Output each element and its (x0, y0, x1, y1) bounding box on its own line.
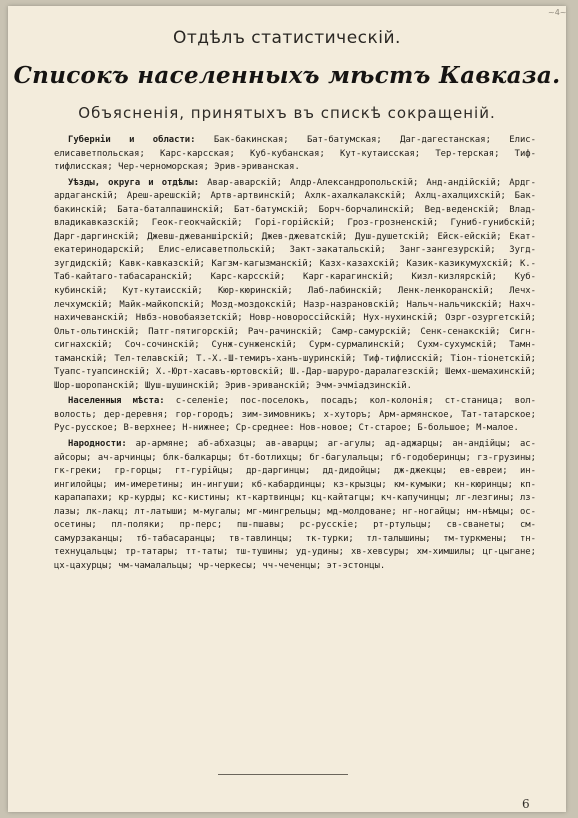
corner-mark: ~4~ (548, 8, 567, 17)
page-number: 6 (522, 797, 530, 811)
document-page (8, 6, 566, 812)
department-heading: Отдѣлъ статистическій. (173, 28, 401, 48)
section-lead: Населенныя мѣста: (68, 396, 165, 407)
section-text: ар-армяне; аб-абхазцы; ав-аварцы; аг-агулы; ад-аджарцы; ан-андійцы; ас-айсоры; ач-арчинцы; блк-балкарцы; бт-ботлихцы; бг-багулальцы; гб-годоберинцы; гз-грузины; гк-греки; гр-горцы; гт-гурійцы; др-даргинцы; дд-дидойцы; дж-джекцы; ев-евреи; ин-ингилойцы; им-имеретины; ин-ингуши; кб-кабардинцы; кз-крызцы; км-кумыки; кн-кюринцы; кп-карапапахи; кр-курды; кс-кистины; кт-картвинцы; кц-кайтагцы; кч-капучинцы; лг-лезгины; лз-лазы; лк-лакц; лт-латыши; м-мугалы; мг-мингрельцы; мд-молдоване; нг-ногайцы; нм-нѣмцы; ос-осетины; пл-поляки; пр-перс; пш-пшавы; рс-русскіе; рт-ртульцы; св-сванеты; см-самурзаканцы; тб-табасаранцы; тв-тавлинцы; тк-турки; тл-талышины; тм-туркмены; тн-технуцальцы; тр-татары; тт-таты; тш-тушины; уд-удины; хв-хевсуры; хм-химшилы; цг-цыгане; цх-цахурцы; чм-чамалальцы; чр-черкесы; чч-чеченцы; эт-эстонцы. (54, 439, 536, 571)
footer-rule (218, 774, 348, 775)
section-text: Бак-бакинская; Бат-батумская; Даг-дагестанская; Елис-елисаветпольская; Карс-карсская; Куб-кубанская; Кут-кутаисская; Тер-терская; Тиф-тифлисская; Чер-черноморская; Эрив-эриванская. (54, 135, 536, 173)
section-text: Авар-аварскій; Алдр-Александропольскій; Анд-андійскій; Ардг-ардаганскій; Ареш-арешскій; Артв-артвинскій; Ахлк-ахалкалакскій; Ахлц-ахалцихскій; Бак-бакинскій; Бата-баталпашинскій; Бат-батумскій; Борч-борчалинскій; Вед-веденскій; Влад-владикавказскій; Геок-геокчайскій; Горі-горійскій; Гроз-грозненскій; Гуниб-гунибскій; Дарг-даргинскій; Джевш-джеваншірскій; Джев-джеватскій; Душ-душетскій; Ейск-ейскій; Екат-екатеринодарскій; Елис-елисаветпольскій; Закт-закатальскій; Занг-зангезурскій; Зугд-зугдидскій; Кавк-кавказскій; Кагзм-кагызманскій; Казх-казахскій; Казик-казикумухскій; К.-Таб-кайтаго-табасаранскій; Карс-карсскій; Карг-карагинскій; Кизл-кизлярскій; Куб-кубинскій; Кут-кутаисскій; Кюр-кюринскій; Лаб-лабинскій; Ленк-ленкоранскій; Лечх-лечхумскій; Майк-майкопскій; Мозд-моздокскій; Назр-назрановскій; Нальч-нальчикскій; Нахч-нахичеванскій; Нвбз-новобаязетскій; Новр-новороссійскій; Нух-нухинскій; Озрг-озургетскій; Ольт-ольтинскій; Патг-пятигорскій; Рач-рачинскій; Самр-самурскій; Сенк-сенакскій; Сигн-сигнахскій; Соч-сочинскій; Сунж-сунженскій; Сурм-сурмалинскій; Сухм-сухумскій; Тамн-таманскій; Тел-телавскій; Т.-Х.-Ш-темиръ-ханъ-шуринскій; Тиф-тифлисскій; Тіон-тіонетскій; Туапс-туапсинскій; Х.-Юрт-хасавъ-юртовскій; Ш.-Дар-шаруро-даралагезскій; Шемх-шемахинскій; Шор-шоропанскій; Шуш-шушинскій; Эрив-эриванскій; Эчм-эчміадзинскій. (54, 177, 536, 391)
section-lead: Губерніи и области: (68, 135, 196, 145)
section-lead: Уѣзды, округа и отдѣлы: (68, 177, 200, 188)
section-districts (54, 177, 536, 394)
section-text: с-селеніе; пос-поселокъ, посадъ; кол-колонія; ст-станица; вол-волость; дер-деревня; гор-городъ; зим-зимовникъ; х-хуторъ; Арм-армянское, Тат-татарское; Рус-русское; В-верхнее; Н-нижнее; Ср-среднее: Нов-новое; Ст-старое; Б-большое; М-малое. (54, 396, 536, 434)
section-settlements (54, 395, 536, 436)
section-lead: Народности: (68, 439, 127, 450)
page-subtitle: Объясненія, принятыхъ въ спискѣ сокращеній. (78, 104, 496, 122)
section-provinces (54, 134, 536, 175)
section-nationalities (54, 438, 536, 573)
abbreviations-body (54, 134, 536, 576)
page-title: Списокъ населенныхъ мѣстъ Кавказа. (13, 62, 561, 89)
